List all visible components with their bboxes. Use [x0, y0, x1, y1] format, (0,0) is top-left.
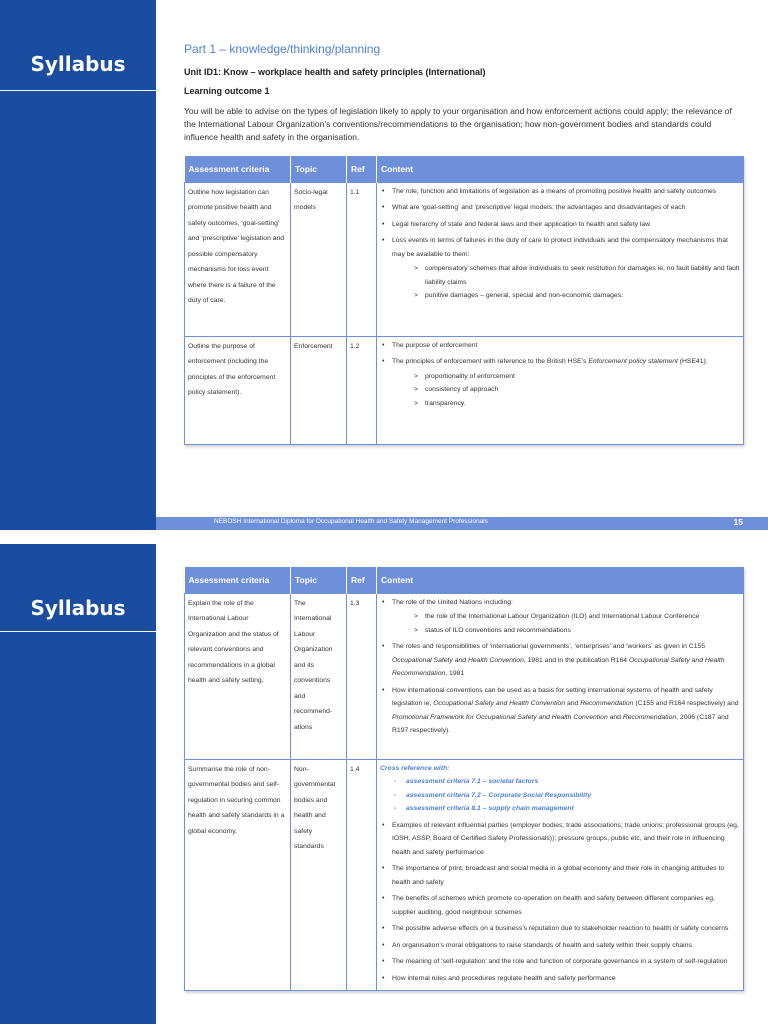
- criteria-cell: Summarise the role of non-governmental bodies and self-regulation in securing common health and safety standards in a global economy.: [185, 759, 291, 991]
- document-title-italic: Occupational Safety and Health Recommendation: [392, 656, 725, 677]
- header-ref: Ref: [347, 156, 377, 182]
- table-row: [185, 759, 744, 991]
- list-item: • Examples of relevant influential parties (employer bodies; trade associations; trade unions; professional groups (eg, IOSH, ASSP, Board of Certified Safety Professionals)); pressure groups, public etc, and their role in influencing health and safety performance: [380, 819, 740, 860]
- list-item: • The possible adverse effects on a business’s reputation due to stakeholder reaction to health or safety concerns: [380, 922, 740, 936]
- cross-reference-item: - assessment criteria 8.1 – supply chain management: [394, 802, 740, 816]
- sidebar: [0, 544, 156, 1024]
- sidebar: [0, 0, 156, 530]
- list-item-text: (HSE41):: [677, 358, 708, 365]
- syllabus-table: [184, 567, 744, 991]
- header-topic: Topic: [291, 156, 347, 182]
- list-item: • An organisation’s moral obligations to raise standards of health and safety within their supply chains: [380, 939, 740, 953]
- ref-cell: 1.2: [347, 336, 377, 444]
- document-title-italic: Occupational Safety and Health Convention: [433, 700, 566, 707]
- sub-list-item: > compensatory schemes that allow individuals to seek restitution for damages ie, no fault liability and fault liability claims: [414, 262, 740, 289]
- list-item-text: The role of the United Nations including:: [392, 598, 513, 606]
- sub-list-item: > consistency of approach: [414, 383, 740, 397]
- table-row: [185, 593, 744, 759]
- list-item-text: , 1981: [445, 670, 465, 677]
- ref-cell: 1.3: [347, 593, 377, 759]
- list-item: • How internal rules and procedures regulate health and safety performance: [380, 972, 740, 986]
- list-item: • The importance of print, broadcast and social media in a global economy and their role in changing attitudes to health and safety: [380, 862, 740, 889]
- content-cell: [377, 182, 744, 336]
- table-header-row: [185, 156, 744, 182]
- topic-cell: Non-governmental bodies and health and safety standards: [291, 759, 347, 991]
- list-item-text: How international conventions can be used as a basis for setting international systems of health and safety legislation ie,: [392, 686, 713, 707]
- unit-title: Unit ID1: Know – workplace health and safety principles (International): [184, 67, 486, 77]
- list-item-text: and: [565, 700, 581, 707]
- content-cell: [377, 336, 744, 444]
- sidebar-title: Syllabus: [30, 52, 126, 76]
- list-item: • Legal hierarchy of state and federal laws and their application to health and safety law: [380, 218, 740, 232]
- header-topic: Topic: [291, 567, 347, 593]
- document-title-italic: Occupational Safety and Health Convention: [392, 656, 524, 664]
- list-item: • The benefits of schemes which promote co-operation on health and safety between different companies eg, supplier auditing, good neighbour schemes: [380, 892, 740, 919]
- list-item-text: , 1981 and in the publication R164: [523, 656, 629, 664]
- document-title-italic: Recommendation: [580, 700, 634, 707]
- page-footer: [156, 517, 768, 530]
- criteria-cell: Outline the purpose of enforcement (including the principles of the enforcement policy statement).: [185, 336, 291, 444]
- learning-outcome-title: Learning outcome 1: [184, 86, 270, 96]
- list-item: [380, 355, 740, 410]
- list-item: [380, 684, 740, 738]
- header-content: Content: [377, 567, 744, 593]
- cross-reference-item: - assessment criteria 7.1 – societal factors: [394, 775, 740, 789]
- document-title-italic: Promotional Framework for Occupational Safety and Health Convention: [392, 713, 608, 721]
- syllabus-table: [184, 156, 744, 445]
- content-cell: [377, 759, 744, 991]
- list-item-text: , 2006 (C187 and R197 respectively).: [392, 713, 729, 734]
- list-item: • The meaning of ‘self-regulation’ and the role and function of corporate governance in a system of self-regulation: [380, 955, 740, 969]
- page-16: [0, 544, 768, 1024]
- criteria-cell: Explain the role of the International Labour Organization and the status of relevant conventions and recommendations in a global health and safety setting.: [185, 593, 291, 759]
- header-ref: Ref: [347, 567, 377, 593]
- page-number: 15: [733, 517, 743, 527]
- footer-title: NEBOSH International Diploma for Occupational Health and Safety Management Professionals: [214, 518, 488, 525]
- header-assessment-criteria: Assessment criteria: [185, 156, 291, 182]
- topic-cell: Socio-legal models: [291, 182, 347, 336]
- list-item: [380, 234, 740, 303]
- list-item: • The purpose of enforcement: [380, 339, 740, 353]
- list-item-text: and: [607, 713, 623, 721]
- list-item: • What are ‘goal-setting’ and ‘prescriptive’ legal models; the advantages and disadvantages of each: [380, 201, 740, 215]
- ref-cell: 1.1: [347, 182, 377, 336]
- list-item: [380, 640, 740, 681]
- table-row: [185, 182, 744, 336]
- list-item: • The role, function and limitations of legislation as a means of promoting positive health and safety outcomes: [380, 185, 740, 199]
- sub-list-item: > punitive damages – general, special and non-economic damages.: [414, 289, 740, 303]
- cross-reference-title: Cross reference with:: [380, 764, 450, 772]
- header-content: Content: [377, 156, 744, 182]
- list-item-text: The roles and responsibilities of ‘international governments’, ‘enterprises’ and ‘workers’ as given in C155: [392, 643, 706, 650]
- topic-cell: Enforcement: [291, 336, 347, 444]
- part-title: Part 1 – knowledge/thinking/planning: [184, 42, 381, 56]
- sidebar-title: Syllabus: [30, 596, 126, 620]
- sub-list-item: > status of ILO conventions and recommendations: [414, 624, 740, 638]
- list-item: [380, 596, 740, 638]
- table-header-row: [185, 567, 744, 593]
- list-item-text: Loss events in terms of failures in the duty of care to protect individuals and the compensatory mechanisms that may be available to them:: [392, 237, 728, 258]
- topic-cell: The International Labour Organization and its conventions and recommend-ations: [291, 593, 347, 759]
- sub-list-item: > proportionality of enforcement: [414, 370, 740, 384]
- table-row: [185, 336, 744, 444]
- sub-list-item: > the role of the International Labour Organization (ILO) and International Labour Conference: [414, 610, 740, 624]
- cross-reference-item: - assessment criteria 7.2 – Corporate Social Responsibility: [394, 789, 740, 803]
- criteria-cell: Outline how legislation can promote positive health and safety outcomes, ‘goal-setting’ and ‘prescriptive’ legislation and possible compensatory mechanisms for loss event where there is a failure of the duty of care.: [185, 182, 291, 336]
- document-title-italic: Recommendation: [622, 713, 677, 721]
- header-assessment-criteria: Assessment criteria: [185, 567, 291, 593]
- sidebar-divider: [0, 631, 156, 632]
- content-cell: [377, 593, 744, 759]
- ref-cell: 1.4: [347, 759, 377, 991]
- sub-list-item: > transparency.: [414, 397, 740, 411]
- document-title-italic: Enforcement policy statement: [588, 358, 678, 365]
- sidebar-divider: [0, 90, 156, 91]
- intro-paragraph: You will be able to advise on the types of legislation likely to apply to your organisation and how enforcement actions could apply; the relevance of the International Labour Organization’s conventions/recommendations to the organisation; how non-government bodies and standards could influence health and safety in the organisation.: [184, 106, 732, 142]
- list-item-text: (C155 and R164 respectively) and: [633, 700, 739, 707]
- list-item-text: The principles of enforcement with reference to the British HSE’s: [392, 358, 589, 365]
